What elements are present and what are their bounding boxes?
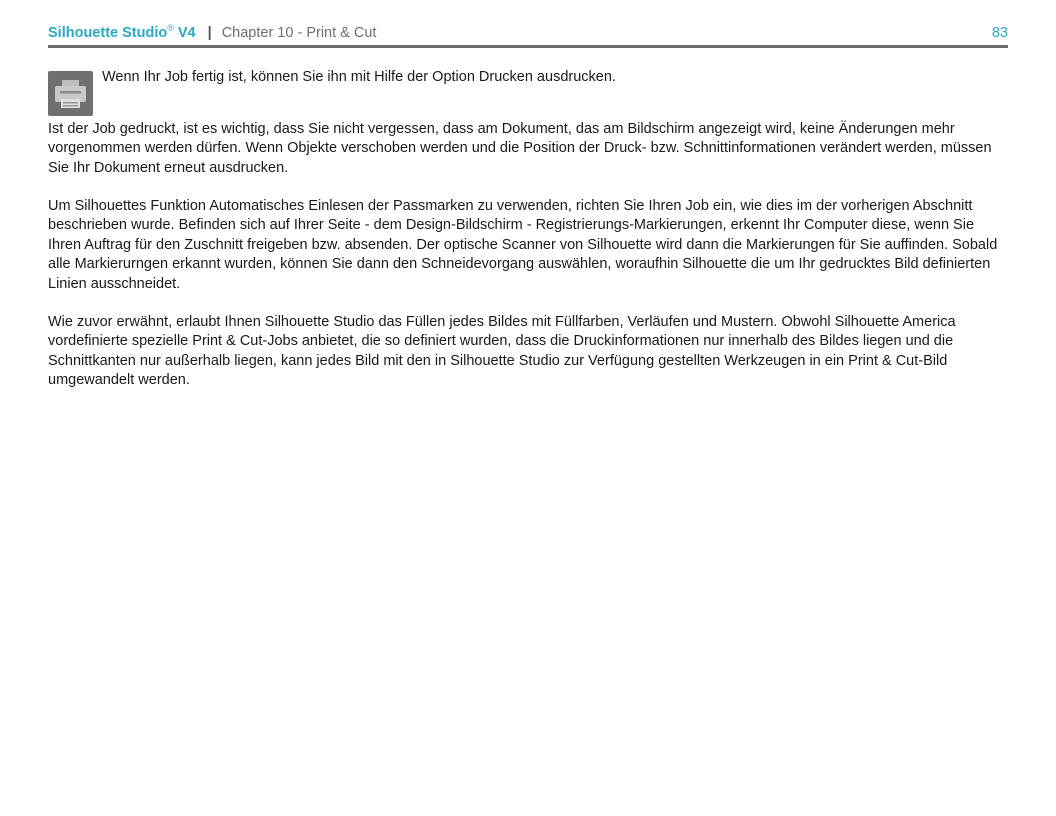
page-header xyxy=(48,22,1008,46)
brand-version: V4 xyxy=(173,25,196,41)
brand-title xyxy=(48,25,196,41)
brand-name: Silhouette Studio xyxy=(48,25,168,41)
printer-icon xyxy=(48,71,93,116)
header-separator: | xyxy=(207,25,212,41)
registered-mark: ® xyxy=(167,23,174,34)
page-number: 83 xyxy=(991,25,1008,41)
paragraph: Ist der Job gedruckt, ist es wichtig, dass Sie nicht vergessen, dass am Dokument, das am Bildschirm angezeigt wird, keine Änderungen mehr vorgenommen werden dürfen. Wenn Objekte verschoben werden und die Position der Druck- bzw. Schnittinformationen verändert werden, müssen Sie Ihr Dokument erneut ausdrucken. xyxy=(48,121,992,176)
header-divider xyxy=(48,45,1008,48)
intro-text: Wenn Ihr Job fertig ist, können Sie ihn mit Hilfe der Option Drucken ausdrucken. xyxy=(102,69,616,85)
paragraph: Um Silhouettes Funktion Automatisches Einlesen der Passmarken zu verwenden, richten Sie Ihren Job ein, wie dies im der vorherigen Abschnitt beschrieben wurde. Befinden sich auf Ihrer Seite - dem Design-Bildschirm - Registrierungs-Markierungen, erkennt Ihr Computer diese, wenn Sie Ihren Auftrag für den Zuschnitt freigeben bzw. absenden. Der optische Scanner von Silhouette wird dann die Markierungen für Sie auffinden. Sobald alle Markierurngen erkannt wurden, können Sie dann den Schneidevorgang auswählen, woraufhin Silhouette die um Ihr gedrucktes Bild definierten Linien ausschneidet. xyxy=(48,198,998,292)
paragraph: Wie zuvor erwähnt, erlaubt Ihnen Silhouette Studio das Füllen jedes Bildes mit Füllfarben, Verläufen und Mustern. Obwohl Silhouette America vordefinierte spezielle Print & Cut-Jobs anbietet, die so definiert wurden, dass die Druckinformationen nur innerhalb des Bildes liegen und die Schnittkanten nur außerhalb liegen, kann jedes Bild mit den in Silhouette Studio zur Verfügung gestellten Werkzeugen in ein Print & Cut-Bild umgewandelt werden. xyxy=(48,314,956,389)
chapter-title: Chapter 10 - Print & Cut xyxy=(221,25,377,41)
